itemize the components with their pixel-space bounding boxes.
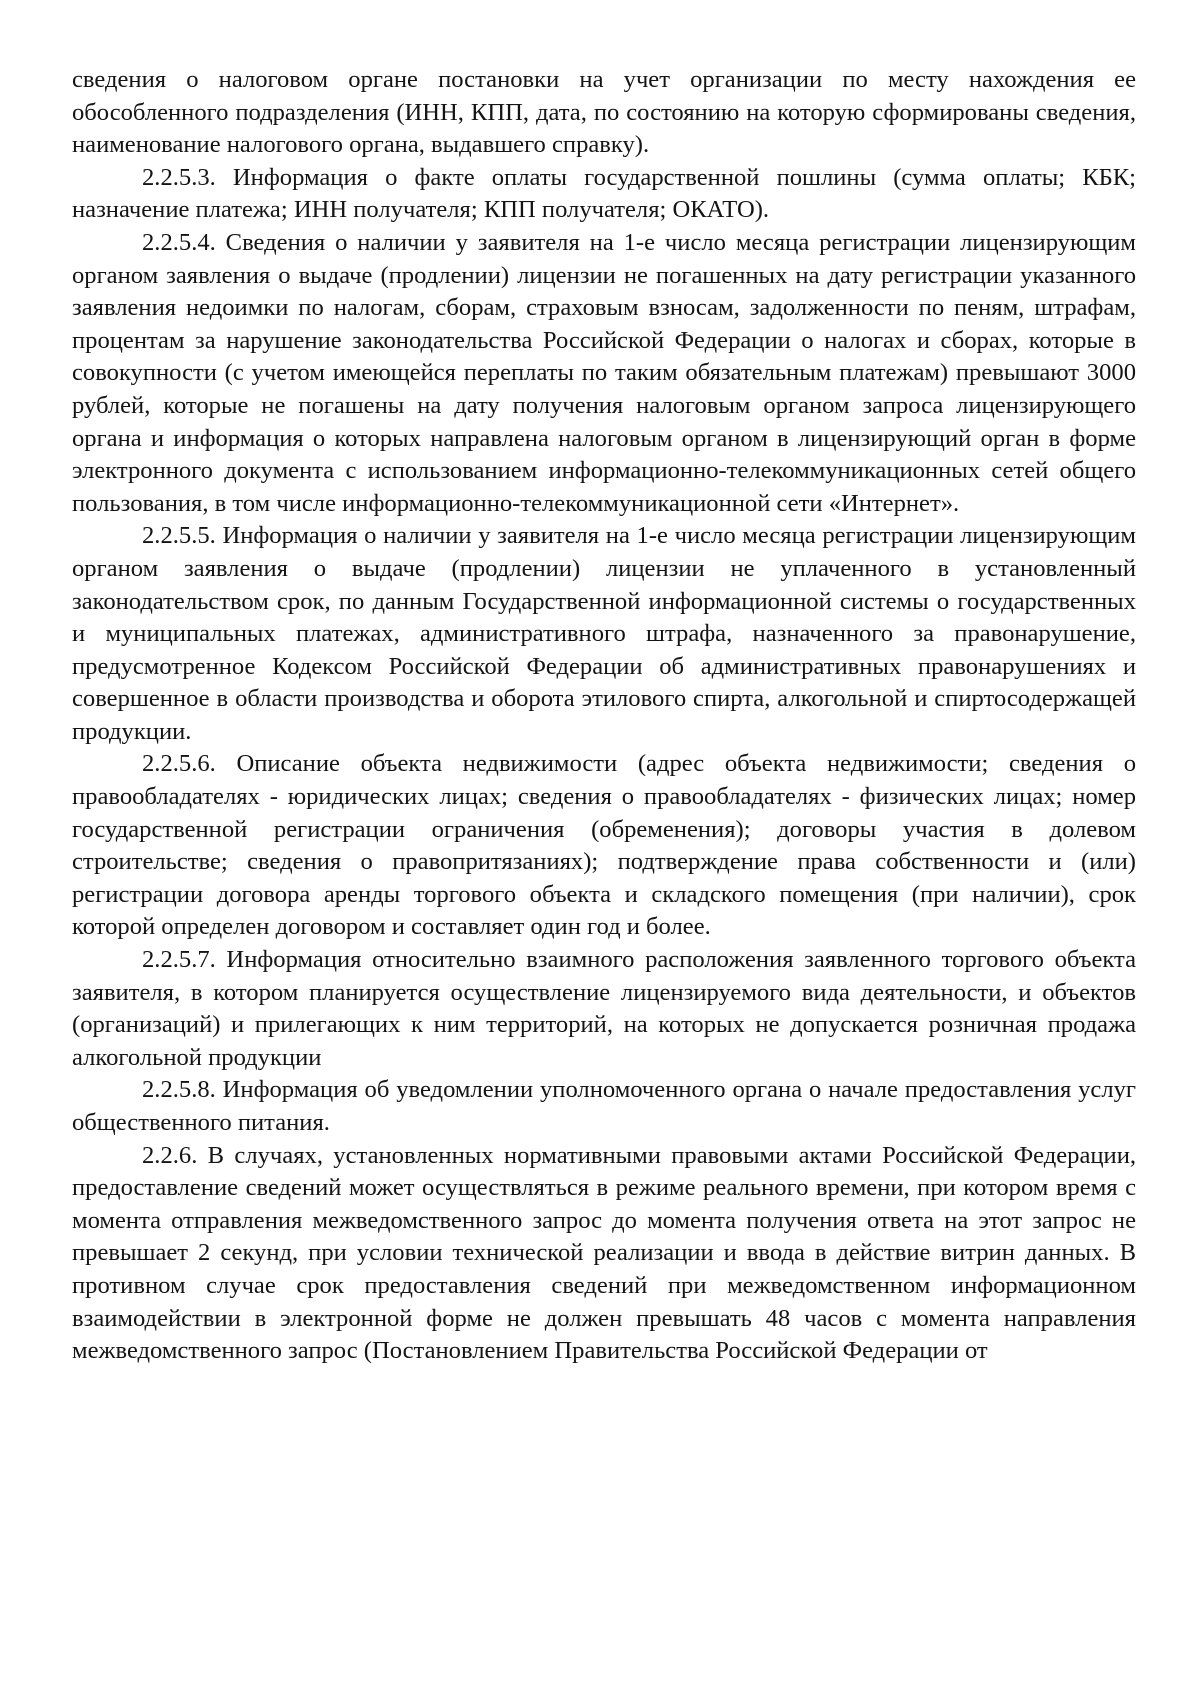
paragraph-2-2-6: 2.2.6. В случаях, установленных нормативными правовыми актами Российской Федерации, предоставление сведений может осуществляться в режиме реального времени, при котором время с момента отправления межведомственного запрос до момента получения ответа на этот запрос не превышает 2 секунд, при условии технической реализации и ввода в действие витрин данных. В противном случае срок предоставления сведений при межведомственном информационном взаимодействии в электронной форме не должен превышать 48 часов с момента направления межведомственного запрос (Постановлением Правительства Российской Федерации от: [72, 1141, 1136, 1365]
paragraph-tax-authority-info: сведения о налоговом органе постановки на учет организации по месту нахождения ее обособленного подразделения (ИНН, КПП, дата, по состоянию на которую сформированы сведения, наименование налогового органа, выдавшего справку).: [72, 66, 1136, 159]
paragraph-2-2-5-3: 2.2.5.3. Информация о факте оплаты государственной пошлины (сумма оплаты; КБК; назначение платежа; ИНН получателя; КПП получателя; ОКАТО).: [72, 163, 1136, 224]
paragraph-2-2-5-5: 2.2.5.5. Информация о наличии у заявителя на 1-е число месяца регистрации лицензирующим органом заявления о выдаче (продлении) лицензии не уплаченного в установленный законодательством срок, по данным Государственной информационной системы о государственных и муниципальных платежах, административного штрафа, назначенного за правонарушение, предусмотренное Кодексом Российской Федерации об административных правонарушениях и совершенное в области производства и оборота этилового спирта, алкогольной и спиртосодержащей продукции.: [72, 522, 1136, 745]
paragraph-2-2-5-6: 2.2.5.6. Описание объекта недвижимости (адрес объекта недвижимости; сведения о правообладателях - юридических лицах; сведения о правообладателях - физических лицах; номер государственной регистрации ограничения (обременения); договоры участия в долевом строительстве; сведения о правопритязаниях); подтверждение права собственности и (или) регистрации договора аренды торгового объекта и складского помещения (при наличии), срок которой определен договором и составляет один год и более.: [72, 750, 1136, 941]
paragraph-2-2-5-8: 2.2.5.8. Информация об уведомлении уполномоченного органа о начале предоставления услуг общественного питания.: [72, 1076, 1136, 1136]
paragraph-2-2-5-4: 2.2.5.4. Сведения о наличии у заявителя на 1-е число месяца регистрации лицензирующим органом заявления о выдаче (продлении) лицензии не погашенных на дату регистрации указанного заявления недоимки по налогам, сборам, страховым взносам, задолженности по пеням, штрафам, процентам за нарушение законодательства Российской Федерации о налогах и сборах, которые в совокупности (с учетом имеющейся переплаты по таким обязательным платежам) превышают 3000 рублей, которые не погашены на дату получения налоговым органом запроса лицензирующего органа и информация о которых направлена налоговым органом в лицензирующий орган в форме электронного документа с использованием информационно-телекоммуникационных сетей общего пользования, в том числе информационно-телекоммуникационной сети «Интернет».: [72, 228, 1136, 517]
document-page: [72, 64, 1136, 1368]
paragraph-2-2-5-7: 2.2.5.7. Информация относительно взаимного расположения заявленного торгового объекта заявителя, в котором планируется осуществление лицензируемого вида деятельности, и объектов (организаций) и прилегающих к ним территорий, на которых не допускается розничная продажа алкогольной продукции: [72, 946, 1136, 1071]
